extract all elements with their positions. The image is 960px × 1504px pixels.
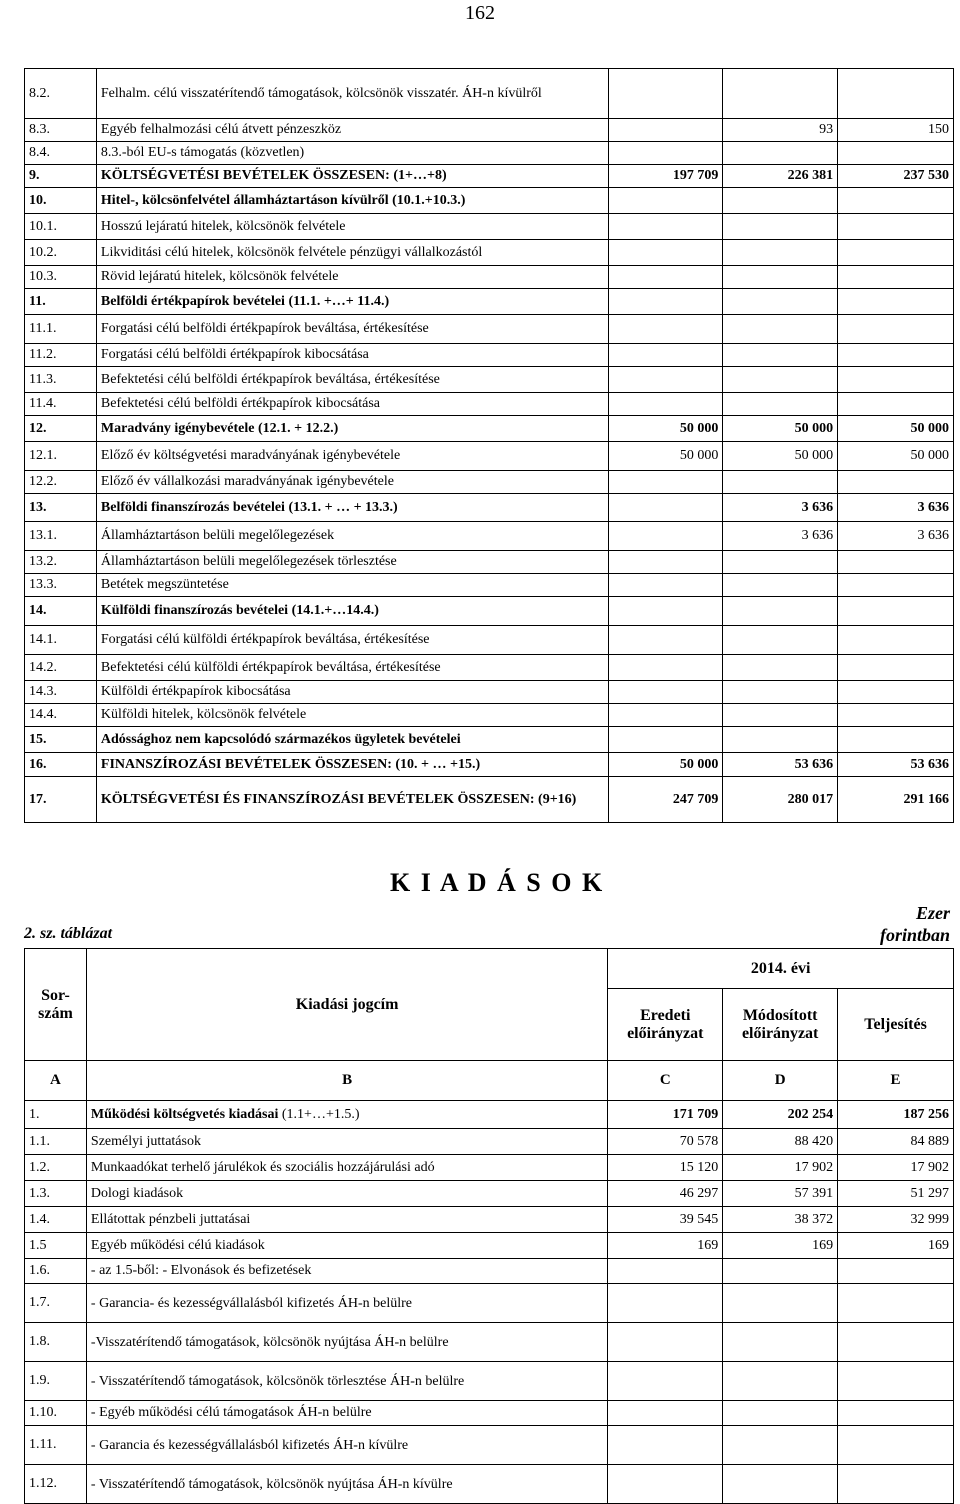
row-number: 13.3. — [25, 574, 97, 597]
actual-value — [838, 681, 954, 704]
modified-value — [723, 655, 838, 681]
row-number: 8.3. — [25, 119, 97, 142]
expense-row — [25, 1401, 954, 1426]
row-title — [86, 1101, 607, 1129]
modified-value: 53 636 — [723, 753, 838, 777]
row-title: Belföldi finanszírozás bevételei (13.1. + … + 13.3.) — [96, 494, 608, 522]
modified-value: 3 636 — [723, 494, 838, 522]
row-title: Előző év költségvetési maradványának igénybevétele — [96, 442, 608, 471]
modified-value: 202 254 — [723, 1101, 838, 1129]
row-title — [86, 1401, 607, 1426]
unit-line-2: forintban — [879, 925, 950, 945]
expense-row — [25, 1362, 954, 1401]
table-label: 2. sz. táblázat — [24, 925, 113, 942]
actual-value — [838, 240, 954, 266]
original-value: 169 — [608, 1233, 723, 1259]
actual-value: 169 — [838, 1233, 954, 1259]
original-value: 15 120 — [608, 1155, 723, 1181]
modified-value — [723, 393, 838, 416]
row-title: Betétek megszüntetése — [96, 574, 608, 597]
income-row — [25, 471, 954, 494]
modified-value — [723, 727, 838, 753]
row-title: Külföldi hitelek, kölcsönök felvétele — [96, 704, 608, 727]
original-value — [608, 1426, 723, 1465]
expense-row — [25, 1323, 954, 1362]
row-title-text: -Visszatérítendő támogatások, kölcsönök nyújtása ÁH-n belülre — [90, 1334, 449, 1350]
row-number: 1.7. — [25, 1284, 87, 1323]
original-value: 70 578 — [608, 1129, 723, 1155]
income-row — [25, 119, 954, 142]
unit-line-1: Ezer — [915, 903, 950, 923]
row-title-text: Munkaadókat terhelő járulékok és szociális hozzájárulási adó — [90, 1159, 435, 1175]
original-value — [608, 315, 723, 344]
row-number: 13.2. — [25, 551, 97, 574]
row-title — [86, 1207, 607, 1233]
modified-value — [723, 69, 838, 119]
unit-label — [840, 902, 950, 946]
expense-row — [25, 1233, 954, 1259]
letter-c: C — [608, 1061, 723, 1101]
actual-value — [838, 315, 954, 344]
actual-value — [838, 574, 954, 597]
row-title — [86, 1233, 607, 1259]
original-value — [608, 142, 723, 165]
modified-value: 57 391 — [723, 1181, 838, 1207]
row-title — [86, 1323, 607, 1362]
row-number: 8.2. — [25, 69, 97, 119]
actual-value — [838, 1284, 954, 1323]
row-title-suffix: (1.1+…+1.5.) — [278, 1106, 360, 1122]
modified-value — [723, 344, 838, 367]
original-value: 197 709 — [608, 165, 723, 188]
row-number: 1.4. — [25, 1207, 87, 1233]
actual-value — [838, 289, 954, 315]
income-row — [25, 367, 954, 393]
modified-value: 226 381 — [723, 165, 838, 188]
modified-value — [723, 188, 838, 214]
modified-value — [723, 1362, 838, 1401]
actual-value — [838, 69, 954, 119]
original-value — [608, 344, 723, 367]
income-row — [25, 442, 954, 471]
income-row — [25, 393, 954, 416]
expense-row — [25, 1259, 954, 1284]
row-title: Hosszú lejáratú hitelek, kölcsönök felvétele — [96, 214, 608, 240]
modified-value — [723, 315, 838, 344]
row-number: 10. — [25, 188, 97, 214]
income-row — [25, 681, 954, 704]
row-number: 1.3. — [25, 1181, 87, 1207]
original-value — [608, 655, 723, 681]
original-value — [608, 1323, 723, 1362]
income-row — [25, 522, 954, 551]
row-number: 17. — [25, 777, 97, 823]
letter-d: D — [723, 1061, 838, 1101]
modified-value: 3 636 — [723, 522, 838, 551]
original-value — [608, 471, 723, 494]
actual-value: 51 297 — [838, 1181, 954, 1207]
row-number: 1.6. — [25, 1259, 87, 1284]
row-number: 14. — [25, 597, 97, 626]
letter-a: A — [25, 1061, 87, 1101]
row-title: Befektetési célú külföldi értékpapírok beváltása, értékesítése — [96, 655, 608, 681]
row-number: 1. — [25, 1101, 87, 1129]
income-row — [25, 142, 954, 165]
row-number: 1.5 — [25, 1233, 87, 1259]
modified-value — [723, 1465, 838, 1504]
actual-value: 3 636 — [838, 522, 954, 551]
actual-value — [838, 1426, 954, 1465]
modified-value — [723, 1426, 838, 1465]
original-value — [608, 188, 723, 214]
original-value — [608, 214, 723, 240]
row-number: 1.10. — [25, 1401, 87, 1426]
row-title-text: Ellátottak pénzbeli juttatásai — [90, 1211, 251, 1227]
row-title: Befektetési célú belföldi értékpapírok kibocsátása — [96, 393, 608, 416]
row-title — [86, 1426, 607, 1465]
original-value — [608, 289, 723, 315]
modified-value — [723, 471, 838, 494]
original-value — [608, 69, 723, 119]
modified-value — [723, 214, 838, 240]
actual-value — [838, 704, 954, 727]
row-number: 9. — [25, 165, 97, 188]
original-value — [608, 727, 723, 753]
modified-value — [723, 574, 838, 597]
expense-table — [24, 948, 954, 1504]
original-value — [608, 266, 723, 289]
letter-b: B — [86, 1061, 607, 1101]
actual-value — [838, 214, 954, 240]
row-title-text: Egyéb működési célú kiadások — [90, 1237, 265, 1253]
row-title-text: - Egyéb működési célú támogatások ÁH-n belülre — [90, 1405, 372, 1420]
original-value — [608, 704, 723, 727]
row-number: 10.3. — [25, 266, 97, 289]
income-row — [25, 777, 954, 823]
col-header-no: Sor-szám — [25, 949, 87, 1061]
col-header-original: Eredeti előirányzat — [608, 989, 723, 1061]
income-row — [25, 315, 954, 344]
original-value — [608, 393, 723, 416]
actual-value — [838, 597, 954, 626]
row-title: Hitel-, kölcsönfelvétel államháztartáson kívülről (10.1.+10.3.) — [96, 188, 608, 214]
row-number: 16. — [25, 753, 97, 777]
row-title-text: Működési költségvetés kiadásai — [90, 1106, 279, 1122]
income-row — [25, 416, 954, 442]
row-number: 12.1. — [25, 442, 97, 471]
actual-value: 187 256 — [838, 1101, 954, 1129]
income-row — [25, 727, 954, 753]
actual-value — [838, 655, 954, 681]
income-row — [25, 214, 954, 240]
row-number: 12.2. — [25, 471, 97, 494]
row-title: Egyéb felhalmozási célú átvett pénzeszköz — [96, 119, 608, 142]
row-number: 1.9. — [25, 1362, 87, 1401]
income-row — [25, 597, 954, 626]
original-value — [608, 1465, 723, 1504]
row-title-text: Dologi kiadások — [90, 1185, 184, 1201]
row-title-text: - Visszatérítendő támogatások, kölcsönök törlesztése ÁH-n belülre — [90, 1373, 465, 1389]
row-title — [86, 1181, 607, 1207]
income-row — [25, 240, 954, 266]
original-value: 171 709 — [608, 1101, 723, 1129]
col-header-title: Kiadási jogcím — [86, 949, 607, 1061]
income-row — [25, 69, 954, 119]
actual-value — [838, 142, 954, 165]
actual-value — [838, 727, 954, 753]
row-title: Forgatási célú belföldi értékpapírok kibocsátása — [96, 344, 608, 367]
modified-value: 38 372 — [723, 1207, 838, 1233]
actual-value: 84 889 — [838, 1129, 954, 1155]
income-table — [24, 68, 954, 823]
row-title — [86, 1284, 607, 1323]
actual-value: 50 000 — [838, 442, 954, 471]
actual-value: 50 000 — [838, 416, 954, 442]
income-row — [25, 165, 954, 188]
modified-value — [723, 142, 838, 165]
income-row — [25, 289, 954, 315]
original-value: 50 000 — [608, 416, 723, 442]
income-row — [25, 574, 954, 597]
row-number: 12. — [25, 416, 97, 442]
modified-value — [723, 266, 838, 289]
row-number: 13.1. — [25, 522, 97, 551]
actual-value: 150 — [838, 119, 954, 142]
actual-value: 53 636 — [838, 753, 954, 777]
row-title: Adóssághoz nem kapcsolódó származékos ügyletek bevételei — [96, 727, 608, 753]
page-number: 162 — [465, 2, 495, 24]
modified-value — [723, 704, 838, 727]
actual-value: 3 636 — [838, 494, 954, 522]
actual-value — [838, 471, 954, 494]
modified-value: 50 000 — [723, 442, 838, 471]
original-value — [608, 597, 723, 626]
original-value — [608, 574, 723, 597]
actual-value — [838, 1259, 954, 1284]
income-row — [25, 753, 954, 777]
expense-row — [25, 1181, 954, 1207]
income-row — [25, 188, 954, 214]
expense-row — [25, 1465, 954, 1504]
row-title: Forgatási célú külföldi értékpapírok beváltása, értékesítése — [96, 626, 608, 655]
actual-value — [838, 1323, 954, 1362]
row-title-text: - Garancia- és kezességvállalásból kifizetés ÁH-n belülre — [90, 1295, 412, 1311]
row-number: 1.1. — [25, 1129, 87, 1155]
actual-value: 17 902 — [838, 1155, 954, 1181]
row-title — [86, 1259, 607, 1284]
row-number: 14.4. — [25, 704, 97, 727]
row-title: Államháztartáson belüli megelőlegezések — [96, 522, 608, 551]
row-number: 10.2. — [25, 240, 97, 266]
original-value — [608, 1259, 723, 1284]
row-number: 1.11. — [25, 1426, 87, 1465]
row-title — [86, 1465, 607, 1504]
income-row — [25, 626, 954, 655]
row-number: 11. — [25, 289, 97, 315]
row-title — [86, 1362, 607, 1401]
modified-value: 169 — [723, 1233, 838, 1259]
original-value — [608, 626, 723, 655]
row-number: 14.1. — [25, 626, 97, 655]
row-title: Előző év vállalkozási maradványának igénybevétele — [96, 471, 608, 494]
actual-value — [838, 1401, 954, 1426]
original-value — [608, 681, 723, 704]
actual-value — [838, 1465, 954, 1504]
row-title: Külföldi finanszírozás bevételei (14.1.+…14.4.) — [96, 597, 608, 626]
row-number: 11.2. — [25, 344, 97, 367]
modified-value — [723, 1401, 838, 1426]
original-value — [608, 367, 723, 393]
row-number: 13. — [25, 494, 97, 522]
actual-value — [838, 393, 954, 416]
row-title: Befektetési célú belföldi értékpapírok beváltása, értékesítése — [96, 367, 608, 393]
modified-value — [723, 681, 838, 704]
actual-value — [838, 367, 954, 393]
actual-value — [838, 551, 954, 574]
modified-value — [723, 1259, 838, 1284]
income-row — [25, 344, 954, 367]
expense-row — [25, 1129, 954, 1155]
modified-value: 88 420 — [723, 1129, 838, 1155]
col-header-actual: Teljesítés — [838, 989, 954, 1061]
original-value: 247 709 — [608, 777, 723, 823]
modified-value — [723, 240, 838, 266]
modified-value — [723, 597, 838, 626]
expense-row — [25, 1101, 954, 1129]
col-header-year: 2014. évi — [608, 949, 954, 989]
actual-value: 291 166 — [838, 777, 954, 823]
modified-value — [723, 367, 838, 393]
row-title: Forgatási célú belföldi értékpapírok beváltása, értékesítése — [96, 315, 608, 344]
expense-row — [25, 1426, 954, 1465]
col-header-modified: Módosított előirányzat — [723, 989, 838, 1061]
row-number: 1.2. — [25, 1155, 87, 1181]
row-title — [86, 1129, 607, 1155]
row-title: Maradvány igénybevétele (12.1. + 12.2.) — [96, 416, 608, 442]
row-number: 1.12. — [25, 1465, 87, 1504]
row-number: 15. — [25, 727, 97, 753]
original-value — [608, 522, 723, 551]
row-title: Likviditási célú hitelek, kölcsönök felvétele pénzügyi vállalkozástól — [96, 240, 608, 266]
modified-value — [723, 289, 838, 315]
row-title: 8.3.-ból EU-s támogatás (közvetlen) — [96, 142, 608, 165]
modified-value — [723, 551, 838, 574]
original-value — [608, 119, 723, 142]
modified-value: 280 017 — [723, 777, 838, 823]
actual-value — [838, 626, 954, 655]
original-value: 50 000 — [608, 753, 723, 777]
expense-row — [25, 1207, 954, 1233]
letter-e: E — [838, 1061, 954, 1101]
row-number: 8.4. — [25, 142, 97, 165]
actual-value — [838, 1362, 954, 1401]
row-number: 10.1. — [25, 214, 97, 240]
row-title: Rövid lejáratú hitelek, kölcsönök felvétele — [96, 266, 608, 289]
row-title: Államháztartáson belüli megelőlegezések törlesztése — [96, 551, 608, 574]
modified-value: 50 000 — [723, 416, 838, 442]
row-title-text: Személyi juttatások — [90, 1133, 201, 1149]
row-number: 14.2. — [25, 655, 97, 681]
row-title: Belföldi értékpapírok bevételei (11.1. +…+ 11.4.) — [96, 289, 608, 315]
income-row — [25, 266, 954, 289]
row-number: 11.1. — [25, 315, 97, 344]
row-title: Felhalm. célú visszatérítendő támogatások, kölcsönök visszatér. ÁH-n kívülről — [96, 69, 608, 119]
actual-value — [838, 188, 954, 214]
original-value — [608, 494, 723, 522]
row-number: 11.3. — [25, 367, 97, 393]
actual-value: 237 530 — [838, 165, 954, 188]
modified-value — [723, 626, 838, 655]
income-row — [25, 655, 954, 681]
modified-value: 93 — [723, 119, 838, 142]
original-value: 50 000 — [608, 442, 723, 471]
original-value: 46 297 — [608, 1181, 723, 1207]
original-value — [608, 551, 723, 574]
original-value — [608, 1284, 723, 1323]
row-title: Külföldi értékpapírok kibocsátása — [96, 681, 608, 704]
row-title-text: - az 1.5-ből: - Elvonások és befizetések — [90, 1263, 312, 1278]
original-value — [608, 1362, 723, 1401]
actual-value — [838, 344, 954, 367]
row-number: 11.4. — [25, 393, 97, 416]
income-row — [25, 551, 954, 574]
row-title-text: - Garancia és kezességvállalásból kifizetés ÁH-n kívülre — [90, 1437, 409, 1453]
actual-value: 32 999 — [838, 1207, 954, 1233]
original-value: 39 545 — [608, 1207, 723, 1233]
income-row — [25, 704, 954, 727]
original-value — [608, 240, 723, 266]
row-title: FINANSZÍROZÁSI BEVÉTELEK ÖSSZESEN: (10. + … +15.) — [96, 753, 608, 777]
expense-row — [25, 1155, 954, 1181]
row-title: KÖLTSÉGVETÉSI ÉS FINANSZÍROZÁSI BEVÉTELEK ÖSSZESEN: (9+16) — [96, 777, 608, 823]
row-title: KÖLTSÉGVETÉSI BEVÉTELEK ÖSSZESEN: (1+…+8) — [96, 165, 608, 188]
modified-value — [723, 1323, 838, 1362]
expense-row — [25, 1284, 954, 1323]
actual-value — [838, 266, 954, 289]
row-title-text: - Visszatérítendő támogatások, kölcsönök nyújtása ÁH-n kívülre — [90, 1476, 453, 1492]
original-value — [608, 1401, 723, 1426]
modified-value: 17 902 — [723, 1155, 838, 1181]
modified-value — [723, 1284, 838, 1323]
expenses-heading: K I A D Á S O K — [390, 868, 605, 897]
row-title — [86, 1155, 607, 1181]
row-number: 1.8. — [25, 1323, 87, 1362]
income-row — [25, 494, 954, 522]
row-number: 14.3. — [25, 681, 97, 704]
